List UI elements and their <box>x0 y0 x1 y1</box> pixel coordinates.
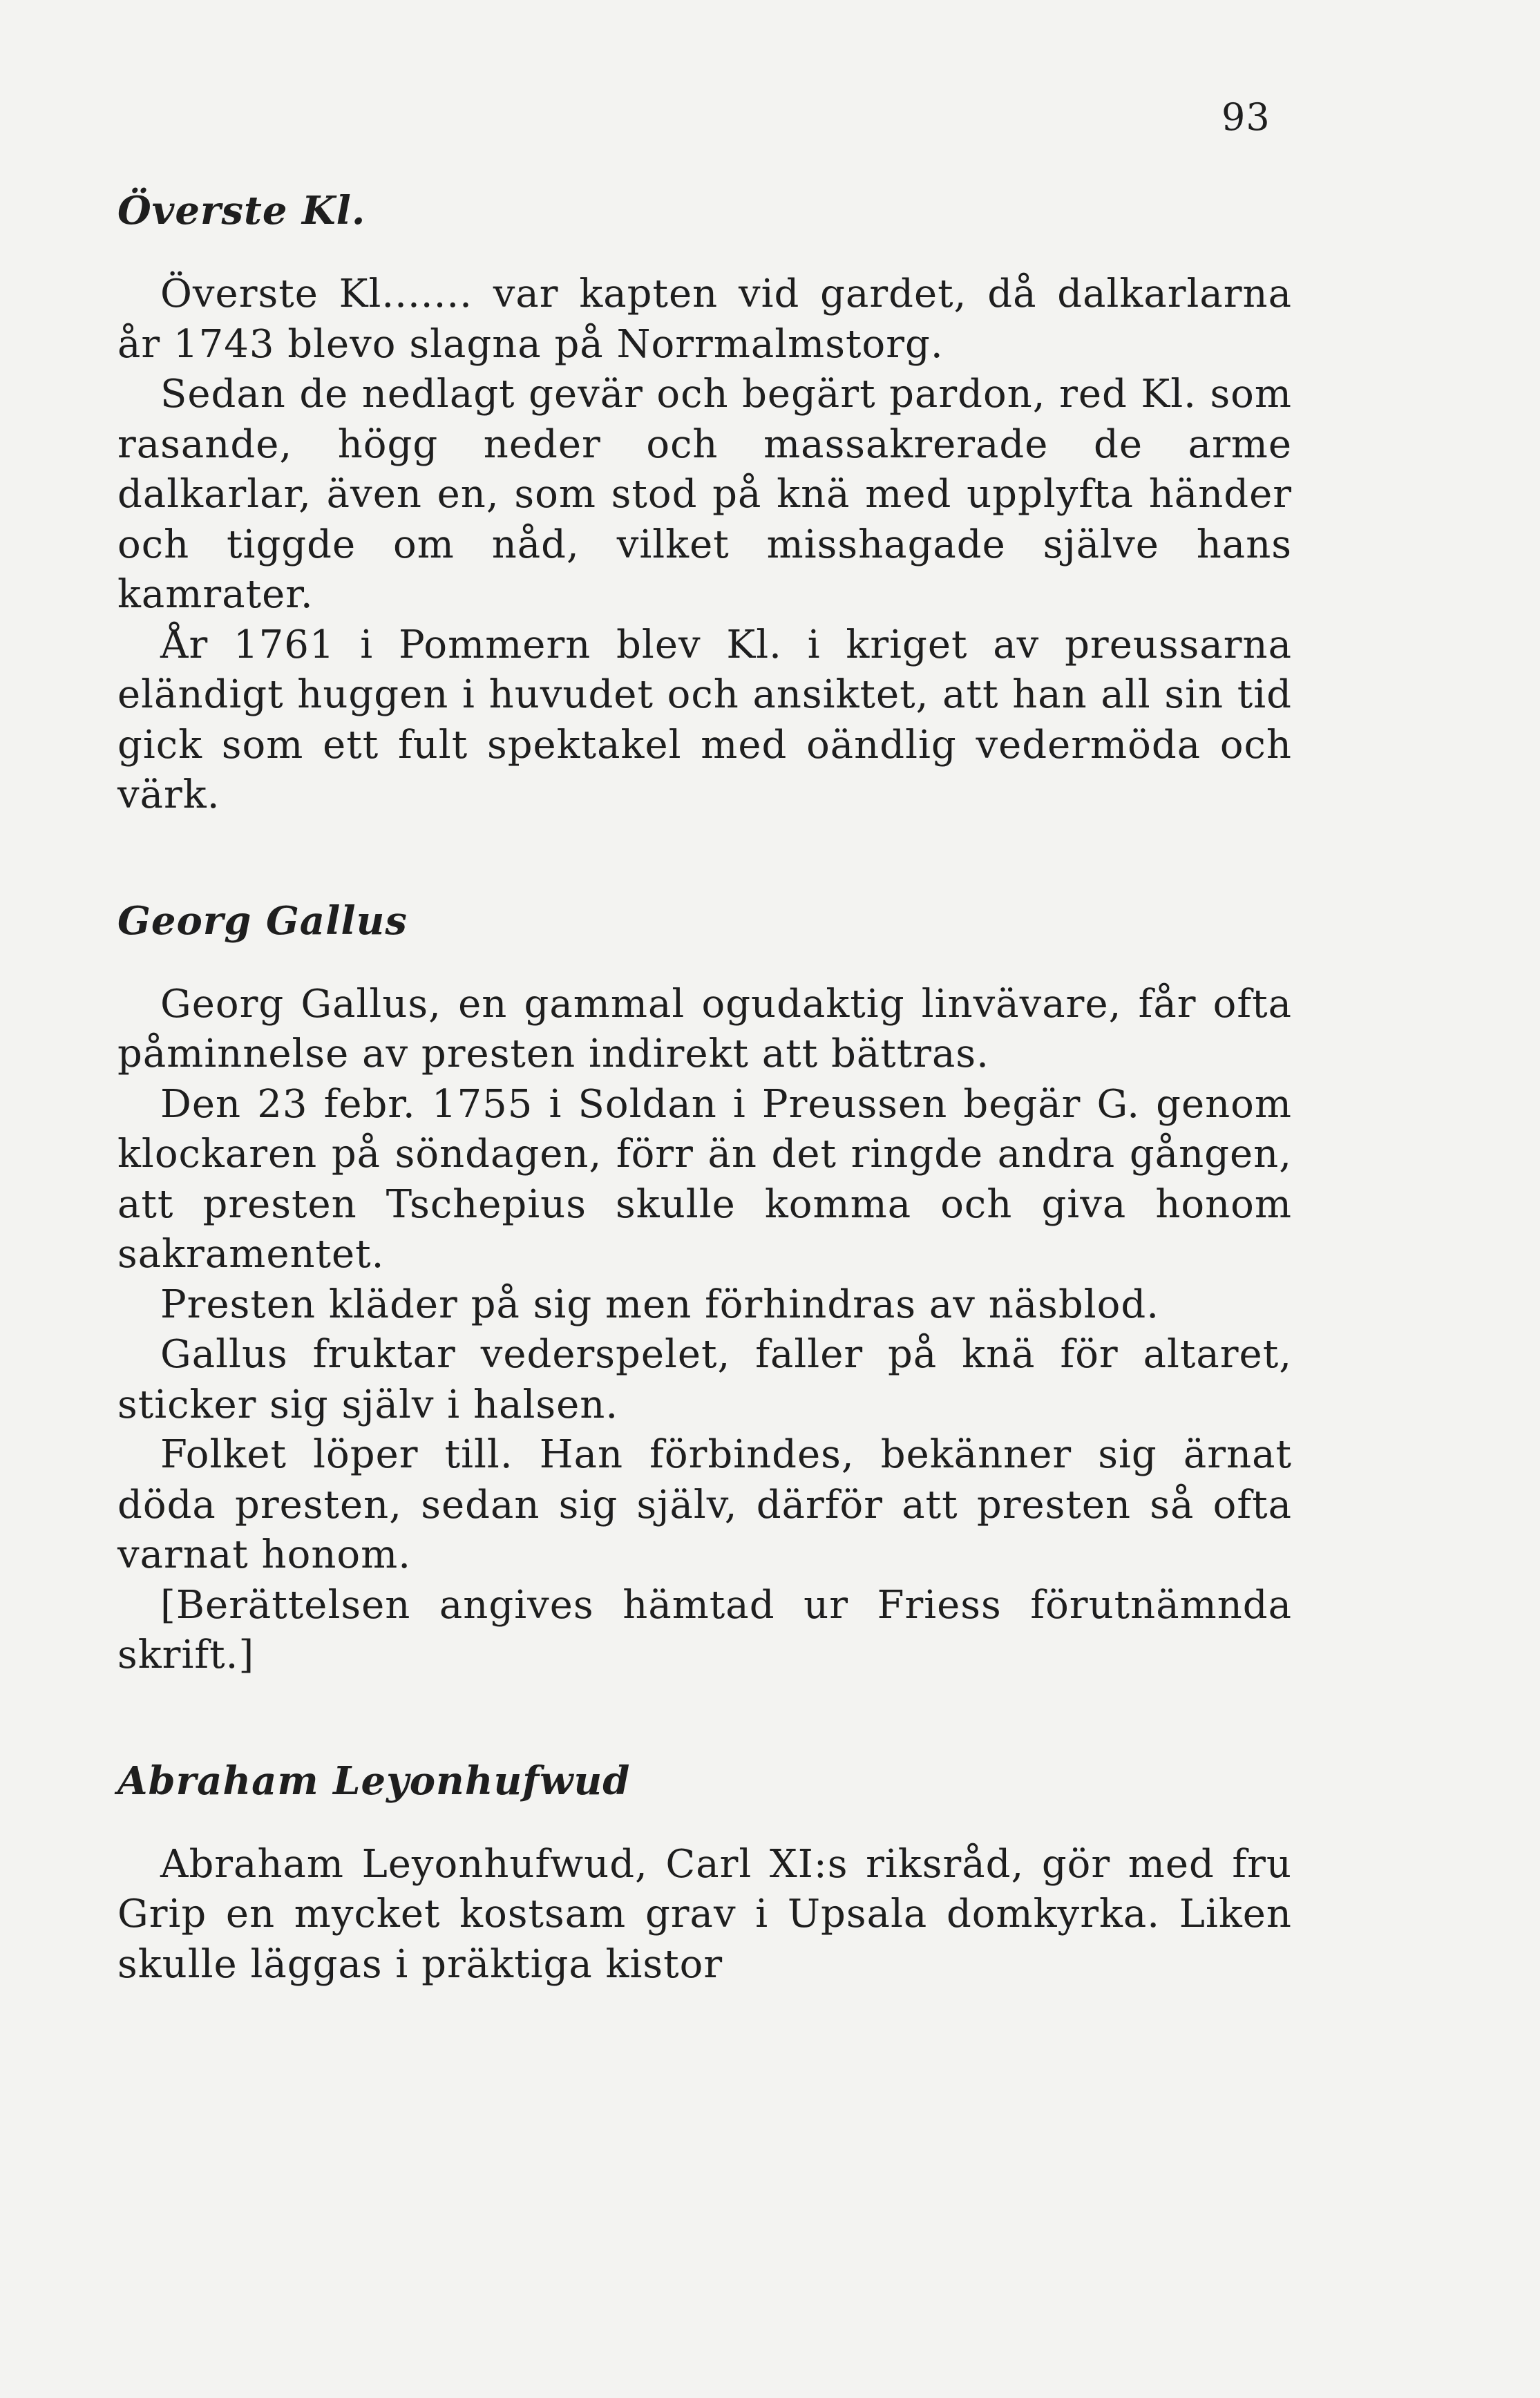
section-overste-kl <box>117 187 1292 821</box>
page-number: 93 <box>1221 95 1271 139</box>
section-georg-gallus <box>117 897 1292 1681</box>
section-heading: Överste Kl. <box>117 188 366 234</box>
section-heading: Georg Gallus <box>117 897 408 944</box>
section-abraham-leyonhufwud <box>117 1757 1292 1990</box>
page-content <box>117 187 1292 2066</box>
paragraph: Överste Kl....... var kapten vid gardet, då dalkarlarna år 1743 blevo slagna på Norrmalmstorg. <box>117 272 1292 367</box>
paragraph: Georg Gallus, en gammal ogudaktig linvävare, får ofta påminnelse av presten indirekt att bättras. <box>117 981 1292 1076</box>
section-heading: Abraham Leyonhufwud <box>117 1758 631 1804</box>
paragraph: Abraham Leyonhufwud, Carl XI:s riksråd, gör med fru Grip en mycket kostsam grav i Upsala domkyrka. Liken skulle läggas i präktiga kistor <box>117 1841 1292 1987</box>
paragraph: Sedan de nedlagt gevär och begärt pardon, red Kl. som rasande, högg neder och massakrerade de arme dalkarlar, även en, som stod på knä med upplyfta händer och tiggde om nåd, vilket misshagade själve hans kamrater. <box>117 372 1292 617</box>
paragraph: Gallus fruktar vederspelet, faller på knä för altaret, sticker sig själv i halsen. <box>117 1332 1292 1427</box>
paragraph: [Berättelsen angives hämtad ur Friess förutnämnda skrift.] <box>117 1582 1292 1677</box>
paragraph: Den 23 febr. 1755 i Soldan i Preussen begär G. genom klockaren på söndagen, förr än det ringde andra gången, att presten Tschepius skulle komma och giva honom sakramentet. <box>117 1081 1292 1277</box>
paragraph: Folket löper till. Han förbindes, bekänner sig ärnat döda presten, sedan sig själv, därför att presten så ofta varnat honom. <box>117 1432 1292 1577</box>
paragraph: År 1761 i Pommern blev Kl. i kriget av preussarna eländigt huggen i huvudet och ansiktet, att han all sin tid gick som ett fult spektakel med oändlig vedermöda och värk. <box>117 622 1292 817</box>
paragraph: Presten kläder på sig men förhindras av näsblod. <box>160 1282 1160 1327</box>
